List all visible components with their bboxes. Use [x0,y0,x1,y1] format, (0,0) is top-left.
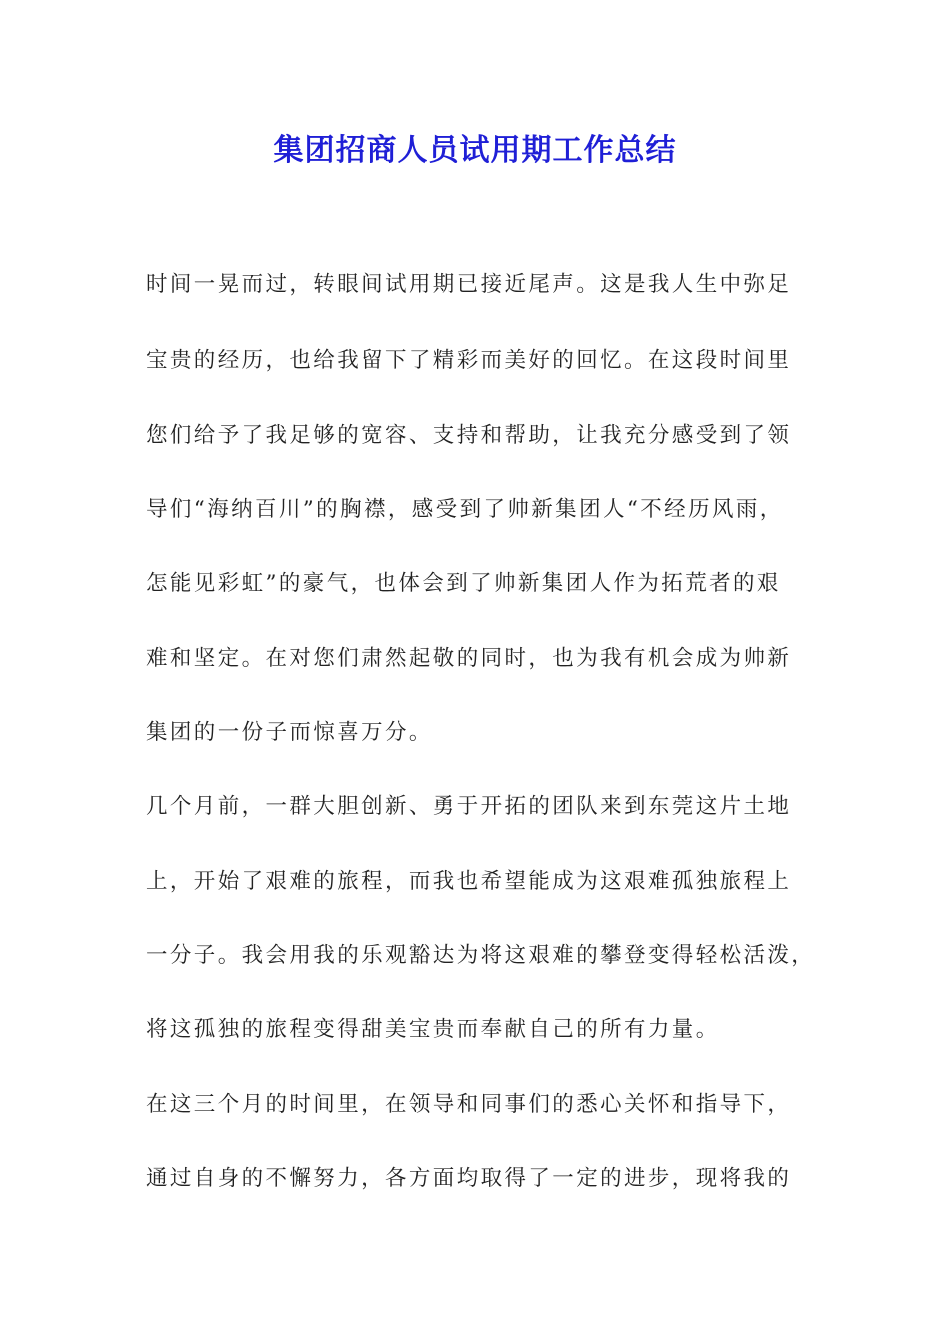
body-line: 时间一晃而过，转眼间试用期已接近尾声。这是我人生中弥足 [146,272,792,297]
body-line: 宝贵的经历，也给我留下了精彩而美好的回忆。在这段时间里 [146,348,792,373]
document-title: 集团招商人员试用期工作总结 [273,133,677,168]
body-line: 难和坚定。在对您们肃然起敬的同时，也为我有机会成为帅新 [146,646,792,671]
body-line: 一分子。我会用我的乐观豁达为将这艰难的攀登变得轻松活泼， [146,943,816,968]
body-line: 在这三个月的时间里，在领导和同事们的悉心关怀和指导下， [146,1092,792,1117]
body-line: 通过自身的不懈努力，各方面均取得了一定的进步，现将我的 [146,1166,792,1191]
body-line: 集团的一份子而惊喜万分。 [146,720,433,745]
body-line: 几个月前，一群大胆创新、勇于开拓的团队来到东莞这片土地 [146,794,792,819]
body-line: 怎能见彩虹”的豪气，也体会到了帅新集团人作为拓荒者的艰 [146,571,781,596]
body-line: 导们“海纳百川”的胸襟，感受到了帅新集团人“不经历风雨， [146,497,784,522]
body-line: 将这孤独的旅程变得甜美宝贵而奉献自己的所有力量。 [146,1017,720,1042]
body-line: 上，开始了艰难的旅程，而我也希望能成为这艰难孤独旅程上 [146,869,792,894]
body-line: 您们给予了我足够的宽容、支持和帮助，让我充分感受到了领 [146,423,792,448]
